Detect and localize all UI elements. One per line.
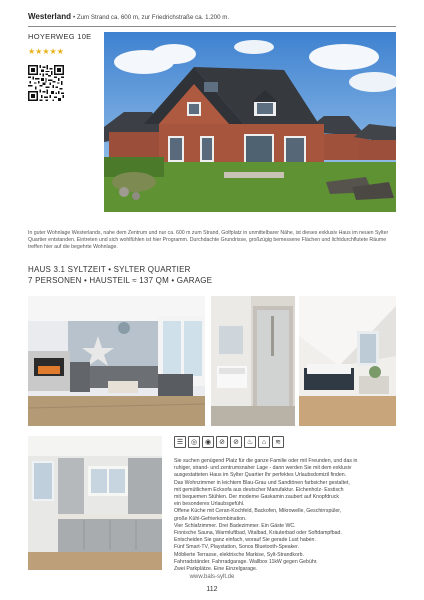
description-line: große Kühl-Gefrierkombination.	[174, 515, 247, 522]
dishwasher-icon: ☰	[174, 436, 186, 448]
page-number: 112	[206, 586, 218, 593]
description-line: Fünf Smart-TV, Playstation, Sonos Bluetooth-Speaker.	[174, 544, 299, 551]
description-line: Finnische Sauna, Warmluftbad, Vitalbad, Kräuterbad oder Softdampfbad.	[174, 530, 342, 537]
page-header	[28, 12, 396, 26]
living-room-photo	[28, 296, 205, 426]
star-rating: ★★★★★	[28, 47, 64, 56]
location-title: Westerland	[28, 12, 71, 21]
description-line: ein besonderes Urlaubsgefühl.	[174, 501, 245, 508]
bedroom-photo	[299, 296, 396, 426]
bathroom-photo	[211, 296, 295, 426]
washer-icon: ◎	[188, 436, 200, 448]
description-line: Offene Küche mit Ceran-Kochfeld, Backofen, Mikrowelle, Geschirrspüler,	[174, 508, 342, 515]
house-title: HAUS 3.1 SYLTZEIT • SYLTER QUARTIER	[28, 265, 191, 274]
property-address: HOYERWEG 10E	[28, 32, 92, 41]
kitchen-photo	[28, 436, 162, 570]
no-smoking-icon: ⊘	[230, 436, 242, 448]
house-specs: 7 PERSONEN • HAUSTEIL ≈ 137 QM • GARAGE	[28, 276, 213, 285]
qr-code[interactable]	[28, 65, 64, 101]
amenity-icons	[174, 436, 396, 450]
description-line: Entscheiden Sie ganz einfach, worauf Sie gerade Lust haben.	[174, 537, 316, 544]
distance-info: • Zum Strand ca. 600 m, zur Friedrichstraße ca. 1.200 m.	[72, 14, 230, 21]
intro-paragraph: In guter Wohnlage Westerlands, nahe dem Zentrum und nur ca. 600 m zum Strand, Golfplatz in unmittelbarer Nähe, ist dieses exklusiv Haus im neuen Sylter Quartier entstanden. Eintreten und sich wohlfühlen ist hier Programm. Durchdachte Grundrisse, großzügig bemessene Flächen und lichtdurchflutete Räume treffen hier auf die begehrte Wohnlage.	[28, 230, 389, 250]
house-description	[174, 458, 396, 573]
description-line: mit bequemen Stühlen. Der moderne Gaskamin zaubert auf Knopfdruck	[174, 494, 339, 501]
header-divider	[28, 26, 396, 27]
website-link[interactable]: www.bals-sylt.de	[189, 574, 235, 580]
description-line: Vier Schlafzimmer. Drei Badezimmer. Ein Gäste WC.	[174, 522, 296, 529]
description-line: Das Wohnzimmer in leichtem Blau-Grau und Sandtönen farbsicher gestaltet,	[174, 479, 350, 486]
description-line: Zwei Parkplätze. Eine Einzelgarage.	[174, 566, 258, 573]
description-line: Sie suchen genügend Platz für die ganze Familie oder mit Freunden, und das in	[174, 458, 358, 464]
bbq-icon: ⌂	[258, 436, 270, 448]
no-pets-icon: ⊘	[216, 436, 228, 448]
description-line: ausgestatteten Haus im Sylter Quartier Ihr perfektes Urlaubsdomizil finden.	[174, 472, 347, 479]
description-line: mit gemütlichem Ecksofa aus deutscher Manufaktur. Eichenholz- Esstisch	[174, 486, 344, 493]
description-line: Fahrradständer. Fahrradgarage. Wallbox 11kW gegen Gebühr.	[174, 558, 318, 565]
description-line: ruhiger, strand- und zentrumsnaher Lage - dann werden Sie mit dem exklusiv	[174, 465, 352, 472]
sauna-icon: ♨	[244, 436, 256, 448]
house-exterior-photo	[104, 32, 396, 212]
wifi-icon: ≋	[272, 436, 284, 448]
description-line: Möblierte Terrasse, elektrische Markise, Sylt-Strandkorb.	[174, 551, 304, 558]
dryer-icon: ◉	[202, 436, 214, 448]
